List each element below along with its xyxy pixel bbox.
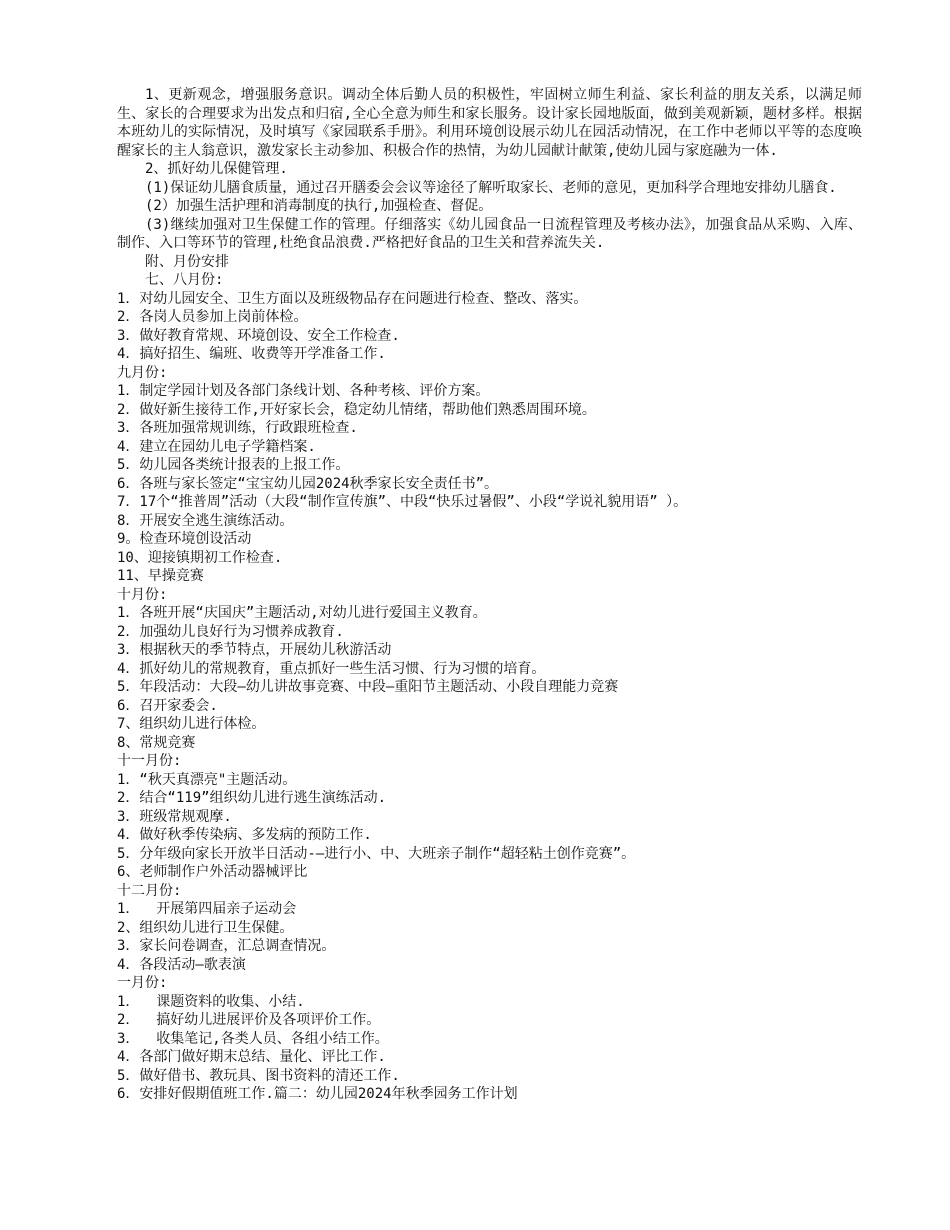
plan-line: 4．抓好幼儿的常规教育，重点抓好一些生活习惯、行为习惯的培育。 [117, 660, 546, 677]
plan-line: 7、组织幼儿进行体检。 [117, 716, 266, 732]
plan-line: 3．班级常规观摩. [117, 808, 232, 825]
plan-line: 6．安排好假期值班工作.篇二：幼儿园2024年秋季园务工作计划 [117, 1086, 518, 1102]
plan-line: 8、常规竞赛 [117, 734, 196, 751]
plan-line: 6．各班与家长签定“宝宝幼儿园2024秋季家长安全责任书”。 [117, 475, 498, 492]
plan-line: 11、早操竞赛 [117, 568, 204, 584]
paragraph-disinfection: (2）加强生活护理和消毒制度的执行,加强检查、督促。 [145, 198, 493, 214]
plan-line: 5．做好借书、教玩具、图书资料的清还工作. [117, 1067, 400, 1084]
plan-line: 6．召开家委会. [117, 697, 218, 714]
heading-monthly-arrangement: 附、月份安排 [145, 253, 229, 270]
document-page [117, 86, 862, 1104]
plan-line: 十一月份: [117, 753, 182, 769]
paragraph-food-safety: (3)继续加强对卫生保健工作的管理。仔细落实《幼儿园食品一日流程管理及考核办法》，加强食品从采购、入库、制作、入口等环节的管理,杜绝食品浪费.严格把好食品的卫生关和营养流失关. [117, 216, 862, 251]
plan-line: 8．开展安全逃生演练活动。 [117, 512, 294, 529]
heading-health-management: 2、抓好幼儿保健管理. [145, 161, 288, 177]
plan-line: 十月份: [117, 586, 168, 603]
plan-line: 九月份: [117, 364, 168, 381]
plan-line: 3．家长问卷调查，汇总调查情况。 [117, 938, 336, 954]
plan-line: 2．结合“119”组织幼儿进行逃生演练活动. [117, 790, 387, 806]
plan-line: 2．做好新生接待工作,开好家长会，稳定幼儿情绪，帮助他们熟悉周围环境。 [117, 401, 596, 418]
plan-line: 1．“秋天真漂亮"主题活动。 [117, 771, 297, 788]
plan-line: 3．各班加强常规训练，行政跟班检查. [117, 420, 358, 436]
plan-line: 4．各段活动—歌表演 [117, 956, 246, 973]
paragraph-meal-quality: (1)保证幼儿膳食质量，通过召开膳委会会议等途径了解听取家长、老师的意见，更加科学合理地安排幼儿膳食. [145, 179, 837, 196]
plan-line: 3．做好教育常规、环境创设、安全工作检查. [117, 327, 400, 344]
plan-line: 1．各班开展“庆国庆”主题活动,对幼儿进行爱国主义教育。 [117, 605, 487, 621]
plan-line: 2． 搞好幼儿进展评价及各项评价工作。 [117, 1012, 381, 1028]
plan-line: 3．根据秋天的季节特点，开展幼儿秋游活动 [117, 642, 392, 658]
plan-line: 2、组织幼儿进行卫生保健。 [117, 919, 294, 936]
plan-line: 6、老师制作户外活动器械评比 [117, 864, 308, 880]
plan-line: 2．各岗人员参加上岗前体检。 [117, 309, 308, 325]
plan-line: 1．对幼儿园安全、卫生方面以及班级物品存在问题进行检查、整改、落实。 [117, 290, 588, 307]
plan-line: 5．幼儿园各类统计报表的上报工作。 [117, 457, 350, 473]
plan-line: 十二月份: [117, 882, 182, 899]
paragraph-service-awareness: 1、更新观念，增强服务意识。调动全体后勤人员的积极性，牢固树立师生利益、家长利益的朋友关系，以满足师生、家长的合理要求为出发点和归宿,全心全意为师生和家长服务。设计家长园地版面，做到美观新颖，题材多样。根据本班幼儿的实际情况，及时填写《家园联系手册》。利用环境创设展示幼儿在园活动情况，在工作中老师以平等的态度唤醒家长的主人翁意识，激发家长主动参加、积极合作的热情，为幼儿园献计献策,使幼儿园与家庭融为一体. [117, 87, 862, 159]
plan-line: 1． 开展第四届亲子运动会 [117, 901, 297, 917]
plan-line: 4．建立在园幼儿电子学籍档案. [117, 438, 316, 455]
plan-line: 2．加强幼儿良好行为习惯养成教育. [117, 623, 344, 640]
heading-july-august: 七、八月份: [145, 272, 224, 288]
plan-line: 9。检查环境创设活动 [117, 531, 252, 547]
plan-line: 10、迎接镇期初工作检查. [117, 549, 283, 566]
monthly-plan-list [117, 290, 862, 1104]
plan-line: 4．搞好招生、编班、收费等开学准备工作. [117, 346, 386, 362]
plan-line: 一月份: [117, 975, 168, 991]
plan-line: 7．17个“推普周”活动（大段“制作宣传旗”、中段“快乐过暑假”、小段“学说礼貌用语” ）。 [117, 494, 688, 510]
plan-line: 5．年段活动：大段—幼儿讲故事竞赛、中段—重阳节主题活动、小段自理能力竞赛 [117, 679, 619, 695]
plan-line: 4．各部门做好期末总结、量化、评比工作. [117, 1049, 386, 1065]
plan-line: 3． 收集笔记,各类人员、各组小结工作。 [117, 1030, 389, 1047]
plan-line: 1．制定学园计划及各部门条线计划、各种考核、评价方案。 [117, 383, 490, 399]
plan-line: 1． 课题资料的收集、小结. [117, 993, 305, 1010]
plan-line: 5．分年级向家长开放半日活动-—进行小、中、大班亲子制作“超轻粘土创作竞赛”。 [117, 845, 636, 862]
plan-line: 4．做好秋季传染病、多发病的预防工作. [117, 827, 372, 843]
